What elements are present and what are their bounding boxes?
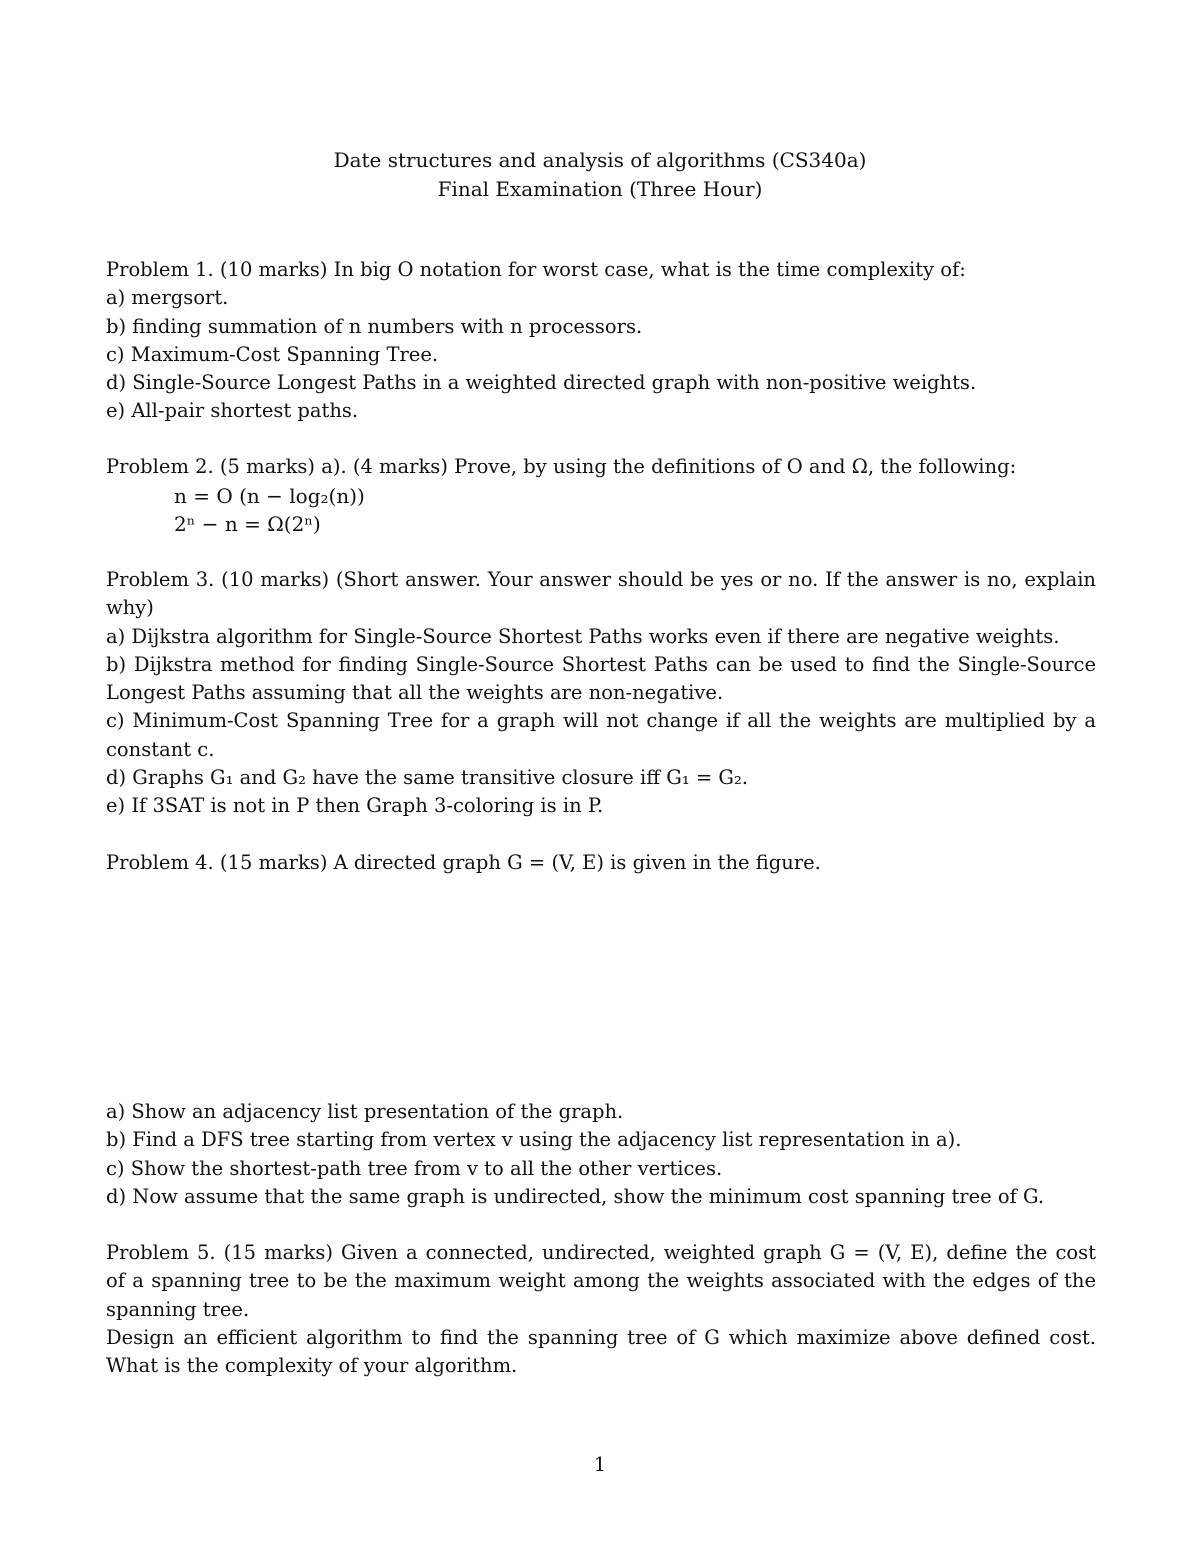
- problem-3: [106, 566, 1096, 821]
- graph-figure-area: [106, 890, 1096, 1090]
- problem-2-statement: Problem 2. (5 marks) a). (4 marks) Prove, by using the definitions of O and Ω, the following:: [106, 455, 1017, 478]
- problem-1-part-a: a) mergsort.: [106, 286, 229, 310]
- problem-1-statement: Problem 1. (10 marks) In big O notation for worst case, what is the time complexity of:: [106, 258, 966, 281]
- exam-subtitle: Final Examination (Three Hour): [437, 177, 763, 201]
- problem-3-part-c-cont: constant c.: [106, 737, 215, 761]
- problem-3-part-b-cont: Longest Paths assuming that all the weights are non-negative.: [106, 681, 724, 705]
- problem-5-statement: Problem 5. (15 marks) Given a connected, undirected, weighted graph G = (V, E), define the cost: [106, 1241, 1096, 1264]
- problem-3-part-b: b) Dijkstra method for finding Single-Source Shortest Paths can be used to find the Single-Source: [106, 652, 1096, 676]
- problem-5: [106, 1239, 1096, 1380]
- problem-3-part-d: d) Graphs G₁ and G₂ have the same transitive closure iff G₁ = G₂.: [106, 766, 748, 790]
- problem-3-part-a: a) Dijkstra algorithm for Single-Source Shortest Paths works even if there are negative weights.: [106, 624, 1060, 648]
- problem-4-parts: [106, 1098, 1096, 1211]
- problem-1: [106, 256, 1096, 426]
- problem-4-part-c: c) Show the shortest-path tree from v to all the other vertices.: [106, 1156, 723, 1180]
- problem-4-part-a: a) Show an adjacency list presentation of the graph.: [106, 1100, 624, 1123]
- problem-5-complexity-question: What is the complexity of your algorithm.: [106, 1354, 518, 1378]
- problem-1-part-e: e) All-pair shortest paths.: [106, 399, 359, 423]
- problem-4-part-d: d) Now assume that the same graph is undirected, show the minimum cost spanning tree of G.: [106, 1184, 1045, 1208]
- problem-5-statement-end: spanning tree.: [106, 1297, 250, 1321]
- page-number: 1: [593, 1453, 607, 1476]
- problem-5-statement-cont: of a spanning tree to be the maximum weight among the weights associated with the edges of the: [106, 1269, 1096, 1293]
- problem-4-statement: Problem 4. (15 marks) A directed graph G = (V, E) is given in the figure.: [106, 851, 821, 874]
- problem-1-part-d: d) Single-Source Longest Paths in a weighted directed graph with non-positive weights.: [106, 371, 977, 395]
- problem-2-equation-1: n = O (n − log₂(n)): [174, 484, 365, 508]
- problem-3-part-c: c) Minimum-Cost Spanning Tree for a graph will not change if all the weights are multiplied by a: [106, 709, 1096, 733]
- problem-1-part-c: c) Maximum-Cost Spanning Tree.: [106, 342, 439, 366]
- problem-4-part-b: b) Find a DFS tree starting from vertex v using the adjacency list representation in a).: [106, 1128, 962, 1152]
- problem-3-statement: Problem 3. (10 marks) (Short answer. Your answer should be yes or no. If the answer is no, explain: [106, 568, 1096, 591]
- problem-3-statement-cont: why): [106, 596, 154, 620]
- problem-5-design-task: Design an efficient algorithm to find the spanning tree of G which maximize above defined cost.: [106, 1325, 1096, 1349]
- exam-title: Date structures and analysis of algorithms (CS340a): [333, 148, 867, 172]
- problem-3-part-e: e) If 3SAT is not in P then Graph 3-coloring is in P.: [106, 794, 604, 818]
- problem-1-part-b: b) finding summation of n numbers with n processors.: [106, 314, 643, 338]
- problem-2: [106, 453, 1096, 481]
- problem-2-equation-2: 2ⁿ − n = Ω(2ⁿ): [174, 512, 321, 536]
- problem-4: [106, 849, 1096, 877]
